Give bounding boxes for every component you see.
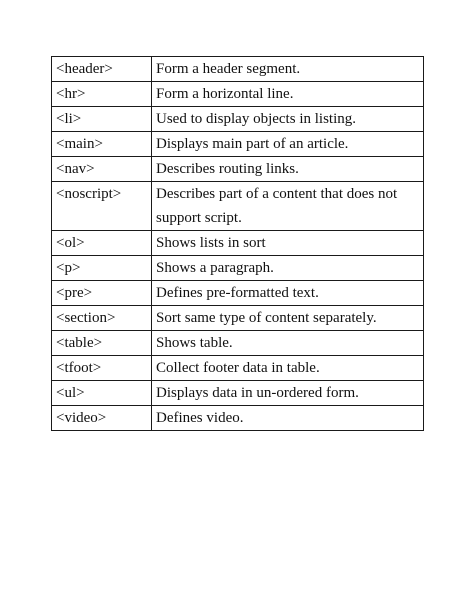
- tag-cell: <main>: [52, 132, 152, 157]
- table-row: [52, 107, 424, 132]
- table-row: [52, 82, 424, 107]
- table-row: [52, 132, 424, 157]
- description-cell: Displays main part of an article.: [152, 132, 424, 157]
- tag-cell: <noscript>: [52, 182, 152, 231]
- description-cell: Collect footer data in table.: [152, 356, 424, 381]
- table-row: [52, 331, 424, 356]
- tag-cell: <section>: [52, 306, 152, 331]
- tag-cell: <tfoot>: [52, 356, 152, 381]
- tag-cell: <hr>: [52, 82, 152, 107]
- table-row: [52, 281, 424, 306]
- table-row: [52, 406, 424, 431]
- tag-cell: <li>: [52, 107, 152, 132]
- table-row: [52, 57, 424, 82]
- tag-cell: <pre>: [52, 281, 152, 306]
- description-cell: Used to display objects in listing.: [152, 107, 424, 132]
- tag-cell: <ul>: [52, 381, 152, 406]
- description-cell: Shows a paragraph.: [152, 256, 424, 281]
- tag-cell: <table>: [52, 331, 152, 356]
- table-body: [52, 57, 424, 431]
- tag-cell: <header>: [52, 57, 152, 82]
- description-cell: Form a header segment.: [152, 57, 424, 82]
- description-cell: Defines pre-formatted text.: [152, 281, 424, 306]
- table-row: [52, 356, 424, 381]
- table-row: [52, 182, 424, 231]
- tag-cell: <nav>: [52, 157, 152, 182]
- description-cell: Shows table.: [152, 331, 424, 356]
- description-cell: Defines video.: [152, 406, 424, 431]
- description-cell: Sort same type of content separately.: [152, 306, 424, 331]
- table-row: [52, 256, 424, 281]
- table-row: [52, 381, 424, 406]
- description-cell: Describes part of a content that does not support script.: [152, 182, 424, 231]
- tag-cell: <p>: [52, 256, 152, 281]
- html-tags-table: [51, 56, 424, 431]
- description-cell: Displays data in un-ordered form.: [152, 381, 424, 406]
- table-row: [52, 306, 424, 331]
- description-cell: Form a horizontal line.: [152, 82, 424, 107]
- description-cell: Describes routing links.: [152, 157, 424, 182]
- tag-cell: <ol>: [52, 231, 152, 256]
- tag-cell: <video>: [52, 406, 152, 431]
- table-row: [52, 231, 424, 256]
- description-cell: Shows lists in sort: [152, 231, 424, 256]
- table-row: [52, 157, 424, 182]
